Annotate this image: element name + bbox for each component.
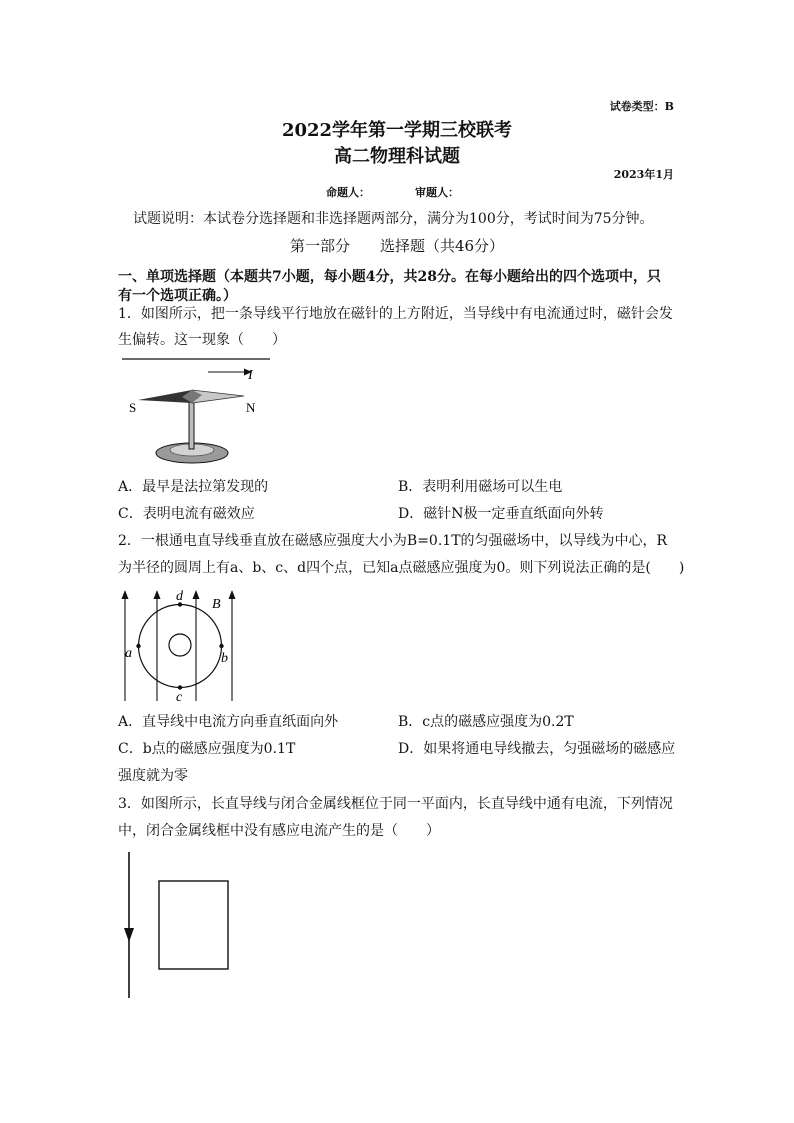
q1-option-b: B．表明利用磁场可以生电 [398,479,563,495]
q2-label-d: d [176,589,183,604]
q2-point-a [136,644,140,648]
q2-option-d-line2: 强度就为零 [118,768,188,784]
q2-wire [169,634,191,656]
q2-arrowhead-icon [122,590,129,599]
q1-stem-line1: 1．如图所示，把一条导线平行地放在磁针的上方附近，当导线中有电流通过时，磁针会发 [118,306,673,322]
q2-arrowhead-icon [154,590,161,599]
q3-current-arrow-icon [124,928,134,942]
q2-label-b: b [221,651,228,666]
q2-option-c: C．b点的磁感应强度为0.1T [118,741,296,757]
q1-s-label: S [129,400,137,415]
q1-stem-line2: 生偏转。这一现象（ ） [118,332,286,348]
q2-stem-line2: 为半径的圆周上有a、b、c、d四个点，已知a点磁感应强度为0。则下列说法正确的是( ) [118,560,685,576]
q2-arrowhead-icon [193,590,200,599]
q1-option-d: D．磁针N极一定垂直纸面向外转 [398,506,604,522]
q1-current-label: I [248,368,253,383]
exam-subtitle: 高二物理科试题 [334,146,460,167]
q2-option-a: A．直导线中电流方向垂直纸面向外 [118,714,339,730]
q3-metal-frame [159,881,228,969]
q2-label-a: a [125,646,132,661]
q2-option-b: B．c点的磁感应强度为0.2T [398,714,574,730]
q2-stem-line1: 2．一根通电直导线垂直放在磁感应强度大小为B=0.1T的匀强磁场中，以导线为中心，R [118,533,668,549]
instructions: 试题说明：本试卷分选择题和非选择题两部分，满分为100分，考试时间为75分钟。 [133,211,654,227]
q2-label-c: c [176,690,183,705]
q2-figure-field [115,585,245,705]
q2-arrowhead-icon [229,590,236,599]
q1-figure-compass [118,355,278,470]
q1-option-a: A．最早是法拉第发现的 [118,479,269,495]
q2-label-B: B [212,597,221,612]
q1-n-label: N [246,400,256,415]
q3-figure-wire-loop [118,850,238,1002]
part1-title: 第一部分 选择题（共46分） [289,237,505,255]
q2-point-b [219,644,223,648]
q3-stem-line1: 3．如图所示，长直导线与闭合金属线框位于同一平面内，长直导线中通有电流，下列情况 [118,796,673,812]
exam-title: 2022学年第一学期三校联考 [281,120,513,141]
reviewer-label: 审题人： [415,186,459,199]
paper-type: 试卷类型：B [609,100,674,113]
section1-heading-line1: 一、单项选择题（本题共7小题，每小题4分，共28分。在每小题给出的四个选项中，只 [118,269,661,285]
q1-stand [189,397,194,449]
q1-option-c: C．表明电流有磁效应 [118,506,255,522]
exam-date: 2023年1月 [613,168,674,181]
q2-option-d-line1: D．如果将通电导线撤去，匀强磁场的磁感应 [398,741,676,757]
setter-label: 命题人： [326,186,370,199]
q3-stem-line2: 中，闭合金属线框中没有感应电流产生的是（ ） [118,823,440,839]
section1-heading-line2: 有一个选项正确。） [118,288,237,304]
